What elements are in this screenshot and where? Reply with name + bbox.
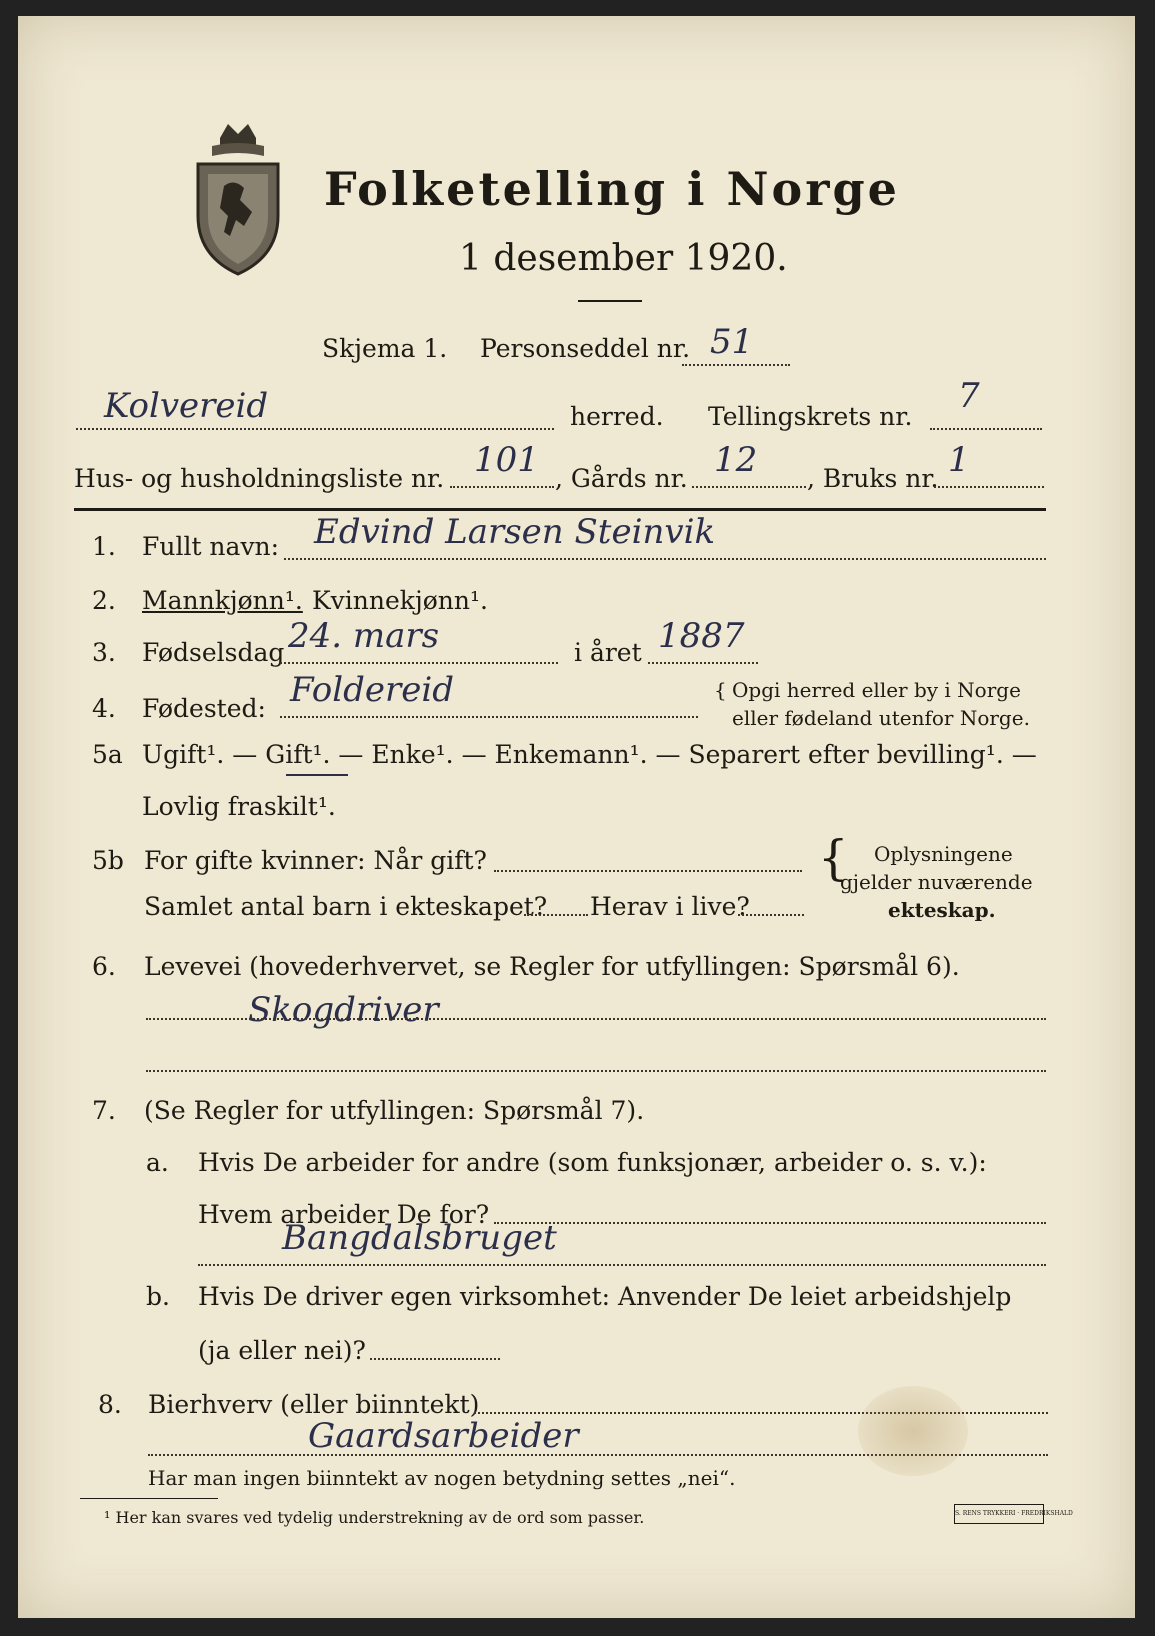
q7a-value: Bangdalsbruget: [282, 1218, 557, 1258]
gift-underline: [286, 774, 348, 776]
bruks-line: [934, 486, 1044, 488]
q3-label: Fødselsdag: [142, 638, 285, 667]
q4-number: 4.: [92, 694, 116, 723]
q3-year-label: i året: [574, 638, 642, 667]
q4-note-2: eller fødeland utenfor Norge.: [732, 706, 1030, 730]
tellingskrets-label: Tellingskrets nr.: [708, 402, 913, 431]
q4-line: [280, 716, 698, 718]
q5b-note-2: gjelder nuværende: [840, 870, 1033, 894]
q5a-line2: Lovlig fraskilt¹.: [142, 792, 336, 821]
paper-stain: [858, 1386, 968, 1476]
q5b-note-3: ekteskap.: [888, 898, 996, 922]
q7b-letter: b.: [146, 1282, 170, 1311]
q7a-line-2: [198, 1264, 1046, 1266]
q1-line: [284, 558, 1046, 560]
q7-number: 7.: [92, 1096, 116, 1125]
q6-line-2: [146, 1070, 1046, 1072]
q1-label: Fullt navn:: [142, 532, 280, 561]
q8-value: Gaardsarbeider: [308, 1416, 579, 1456]
q6-value: Skogdriver: [248, 990, 439, 1030]
hus-label: Hus- og husholdningsliste nr.: [74, 464, 445, 493]
q3-line: [280, 662, 558, 664]
tellingskrets-value: 7: [958, 376, 980, 416]
q8-label: Bierhverv (eller biinntekt): [148, 1390, 480, 1419]
q2-number: 2.: [92, 586, 116, 615]
q4-label: Fødested:: [142, 694, 266, 723]
form-title: Folketelling i Norge: [324, 162, 900, 216]
q6-number: 6.: [92, 952, 116, 981]
personseddel-line: [682, 364, 790, 366]
herred-line: [76, 428, 554, 430]
q5b-note-1: Oplysningene: [874, 842, 1013, 866]
q5b-number: 5b: [92, 846, 124, 875]
herred-label: herred.: [570, 402, 664, 431]
q5b-line-2: [524, 914, 588, 916]
q5b-brace: {: [818, 830, 849, 886]
q5b-label-1: For gifte kvinner: Når gift?: [144, 846, 487, 875]
bruks-value: 1: [948, 440, 970, 480]
form-date: 1 desember 1920.: [459, 238, 788, 279]
q7a-line-1: [494, 1222, 1046, 1224]
q7a-letter: a.: [146, 1148, 169, 1177]
q3-value: 24. mars: [288, 616, 440, 656]
footnote: ¹ Her kan svares ved tydelig understrekning av de ord som passer.: [104, 1508, 645, 1527]
q2-male: Mannkjønn¹.: [142, 586, 303, 615]
title-divider: [578, 300, 642, 302]
q8-note: Har man ingen biinntekt av nogen betydning settes „nei“.: [148, 1466, 736, 1490]
herred-value: Kolvereid: [104, 386, 269, 426]
q6-line-1: [146, 1018, 1046, 1020]
tellingskrets-line: [930, 428, 1042, 430]
q3-number: 3.: [92, 638, 116, 667]
q2-female: Kvinnekjønn¹.: [312, 586, 488, 615]
q1-value: Edvind Larsen Steinvik: [314, 512, 716, 552]
coat-of-arms-icon: [190, 116, 286, 276]
q4-value: Foldereid: [290, 670, 454, 710]
census-form: [18, 16, 1135, 1618]
q5a-number: 5a: [92, 740, 123, 769]
footnote-rule: [80, 1498, 218, 1499]
q3-year-line: [648, 662, 758, 664]
q5b-label-3: Herav i live?: [590, 892, 750, 921]
q7a-label: Hvis De arbeider for andre (som funksjonær, arbeider o. s. v.):: [198, 1148, 987, 1177]
q5b-line-3: [738, 914, 804, 916]
q7b-question: (ja eller nei)?: [198, 1336, 366, 1365]
printer-stamp: S. RENS TRYKKERI · FREDRIKSHALD: [954, 1504, 1044, 1524]
q5a-options: Ugift¹. — Gift¹. — Enke¹. — Enkemann¹. — Separert efter bevilling¹. —: [142, 740, 1037, 769]
hus-value: 101: [474, 440, 539, 480]
q7-label: (Se Regler for utfyllingen: Spørsmål 7).: [144, 1096, 645, 1125]
q7a-question: Hvem arbeider De for?: [198, 1200, 490, 1229]
header-rule: [74, 508, 1046, 511]
q7b-line: [370, 1358, 500, 1360]
q8-number: 8.: [98, 1390, 122, 1419]
q1-number: 1.: [92, 532, 116, 561]
gards-line: [692, 486, 806, 488]
q5b-line-1: [494, 870, 802, 872]
gards-label: , Gårds nr.: [555, 464, 688, 493]
schema-label: Skjema 1.: [322, 334, 448, 363]
hus-line: [450, 486, 554, 488]
gards-value: 12: [714, 440, 758, 480]
q6-label: Levevei (hovederhvervet, se Regler for utfyllingen: Spørsmål 6).: [144, 952, 960, 981]
bruks-label: , Bruks nr.: [807, 464, 939, 493]
personseddel-value: 51: [710, 322, 754, 362]
q4-brace: {: [714, 678, 727, 702]
personseddel-label: Personseddel nr.: [480, 334, 691, 363]
q7b-label: Hvis De driver egen virksomhet: Anvender De leiet arbeidshjelp: [198, 1282, 1012, 1311]
q3-year-value: 1887: [658, 616, 745, 656]
q5b-label-2: Samlet antal barn i ekteskapet?: [144, 892, 548, 921]
q4-note-1: Opgi herred eller by i Norge: [732, 678, 1021, 702]
